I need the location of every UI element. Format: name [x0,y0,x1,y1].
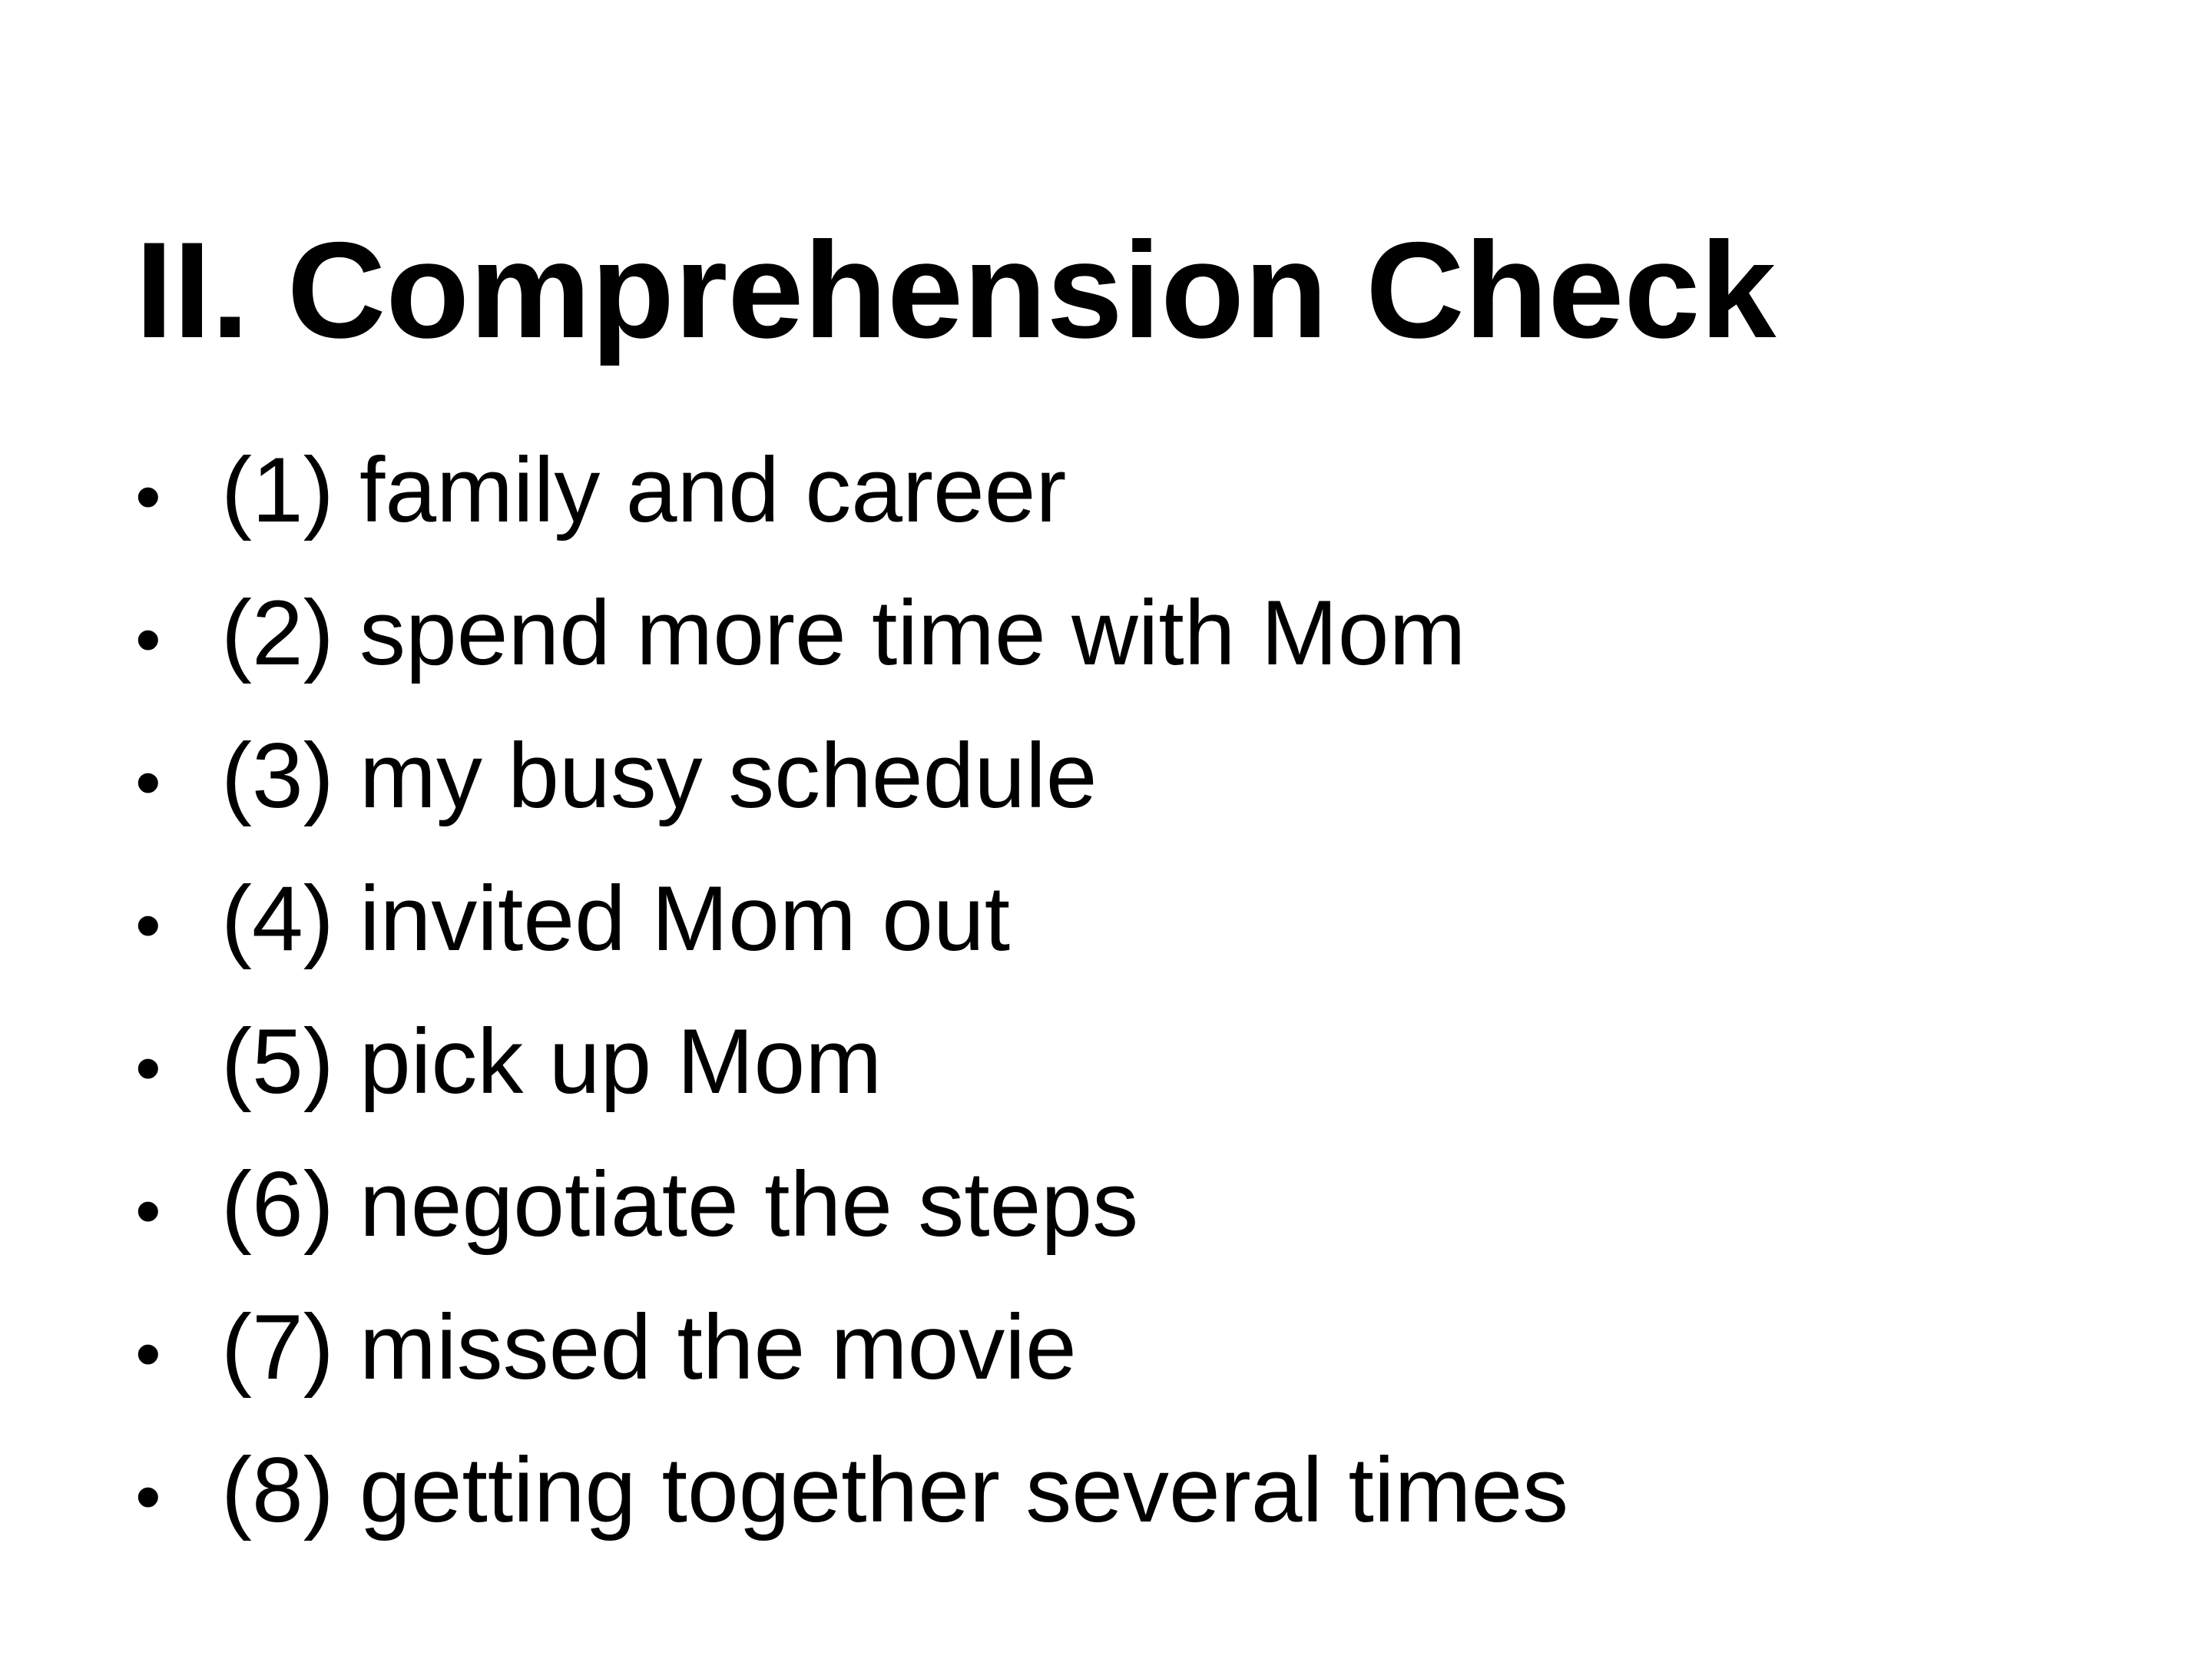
list-item-text: (2) spend more time with Mom [221,581,1466,684]
list-item-text: (6) negotiate the steps [221,1153,1139,1256]
bullet-icon: • [135,1027,161,1109]
bullet-icon: • [135,741,161,823]
bullet-icon: • [135,598,161,680]
list-item-text: (7) missed the movie [221,1296,1077,1399]
list-item-text: (8) getting together several times [221,1439,1569,1541]
bullet-icon: • [135,1313,161,1395]
list-item [135,847,1568,990]
list-item [135,561,1568,704]
bullet-icon: • [135,1170,161,1252]
list-item [135,1419,1568,1561]
list-item [135,1133,1568,1276]
list-item [135,704,1568,847]
list-item-text: (1) family and career [221,439,1067,541]
list-item-text: (4) invited Mom out [221,867,1011,970]
list-item [135,1276,1568,1419]
slide-title: II. Comprehension Check [135,214,1777,366]
list-item-text: (3) my busy schedule [221,724,1098,827]
list-item [135,990,1568,1133]
bullet-icon: • [135,455,161,538]
bullet-icon: • [135,884,161,966]
list-item [135,419,1568,561]
bullet-list [135,419,1568,1561]
bullet-icon: • [135,1455,161,1538]
list-item-text: (5) pick up Mom [221,1010,882,1113]
